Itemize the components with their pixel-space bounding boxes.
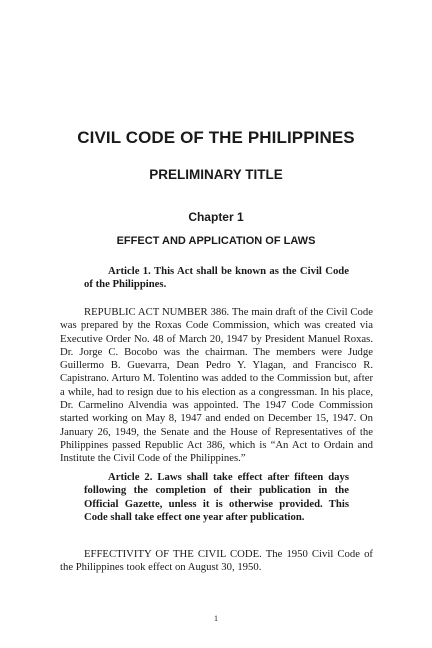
article-1: Article 1. This Act shall be known as the Civil Code of the Philippines. (84, 265, 349, 291)
document-title: CIVIL CODE OF THE PHILIPPINES (77, 128, 355, 147)
commentary-paragraph-1: REPUBLIC ACT NUMBER 386. The main draft of the Civil Code was prepared by the Roxas Code Commission, which was created via Executive Order No. 48 of March 20, 1947 by President Manuel Roxas. Dr. Jorge C. Bocobo was the chairman. The members were Judge Guillermo B. Guevarra, Dean Pedro Y. Ylagan, and Francisco R. Capistrano. Arturo M. Tolentino was added to the Commission but, after a while, had to resign due to his election as a congressman. In his place, Dr. Carmelino Alvendia was appointed. The 1947 Code Commission started working on May 8, 1947 and ended on December 15, 1947. On January 26, 1949, the Senate and the House of Representatives of the Philippines passed Republic Act 386, which is “An Act to Ordain and Institute the Civil Code of the Philippines.” (60, 306, 373, 465)
page-number: 1 (214, 614, 218, 623)
commentary-paragraph-2: EFFECTIVITY OF THE CIVIL CODE. The 1950 Civil Code of the Philippines took effect on August 30, 1950. (60, 548, 373, 574)
preliminary-title: PRELIMINARY TITLE (149, 167, 283, 182)
chapter-heading: Chapter 1 (188, 210, 244, 224)
chapter-title: EFFECT AND APPLICATION OF LAWS (116, 235, 316, 247)
article-2: Article 2. Laws shall take effect after fifteen days following the completion of their publication in the Official Gazette, unless it is otherwise provided. This Code shall take effect one year after publication. (84, 471, 349, 523)
